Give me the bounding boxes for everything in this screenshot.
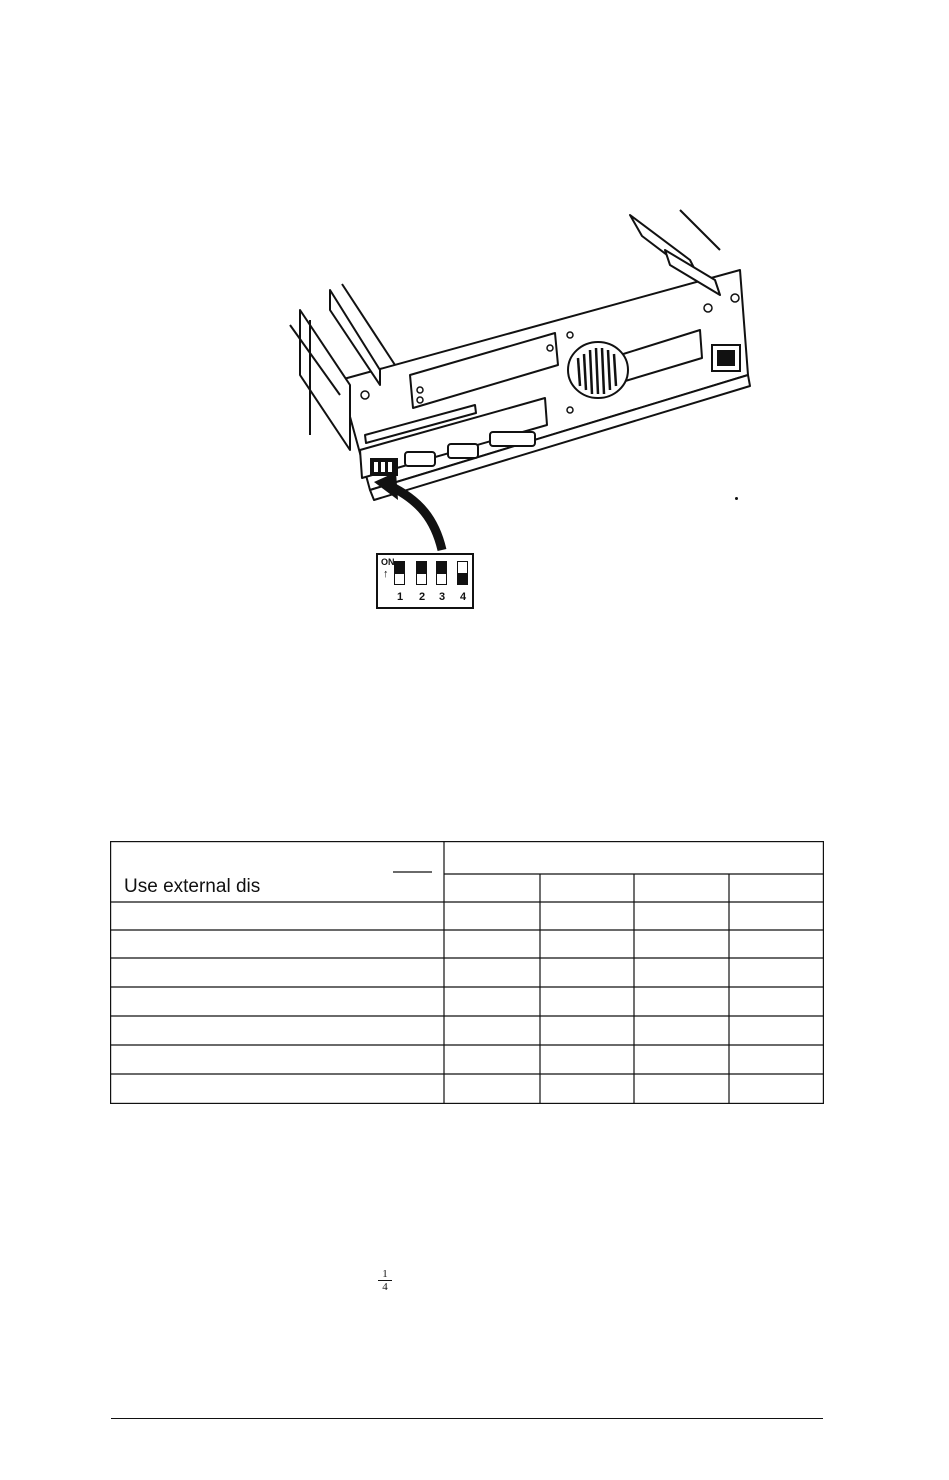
dip-switch-2 (416, 561, 427, 585)
switch-number-3: 3 (438, 591, 446, 603)
switch-number-1: 1 (396, 591, 404, 603)
dip-switch-4 (457, 561, 468, 585)
dip-switch-inset (376, 553, 474, 609)
footer-rule (111, 1418, 823, 1419)
dip-switch-3 (436, 561, 447, 585)
fraction-numerator: 1 (382, 1268, 388, 1280)
table-row-label: Use external dis (124, 876, 261, 897)
dip-switch-1 (394, 561, 405, 585)
fraction-mark (378, 1268, 392, 1293)
speck-mark (735, 497, 738, 500)
printer-rear-illustration (270, 200, 770, 620)
fraction-denominator: 4 (382, 1281, 388, 1293)
switch-number-2: 2 (418, 591, 426, 603)
switch-number-4: 4 (459, 591, 467, 603)
on-label: ON (381, 557, 395, 567)
on-arrow-icon: ↑ (383, 568, 389, 580)
